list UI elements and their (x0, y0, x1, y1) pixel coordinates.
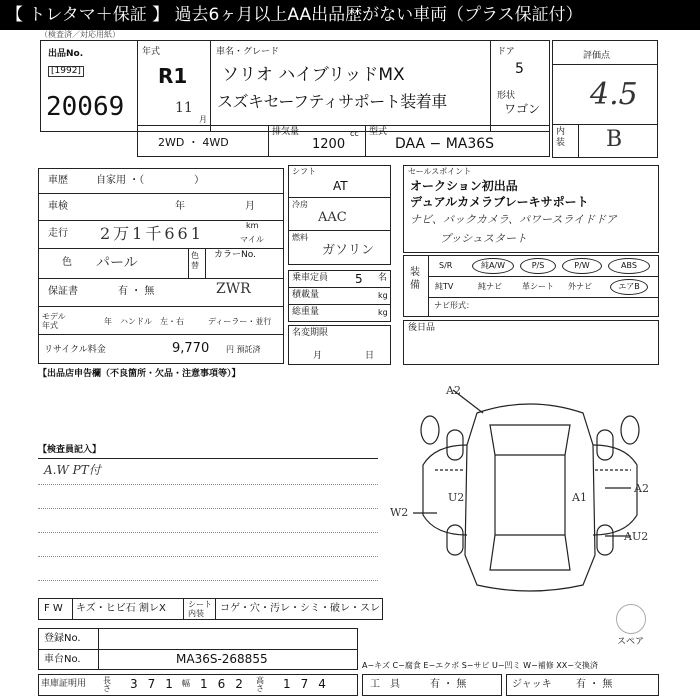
type-label: 型式 (369, 127, 388, 137)
width-value: 162 (200, 677, 253, 691)
jack-label: ジャッキ (512, 679, 552, 690)
capacity-value: 5 (355, 272, 363, 286)
model-year-handle: ハンドル 左・右 (120, 317, 184, 326)
chassis-value: MA36S-268855 (176, 652, 268, 666)
mileage-value: 2万1千661 (100, 224, 204, 243)
history-label: 車歴 (48, 175, 68, 186)
load-unit: kg (378, 291, 388, 300)
equip-leather-seat: 革シート (522, 282, 554, 291)
lot-stamp: [1992] (48, 66, 84, 77)
drive-type: 2WD ・ 4WD (158, 136, 229, 149)
auction-banner: 【 トレタマ＋保証 】 過去6ヶ月以上AA出品歴がない車両（プラス保証付） (0, 0, 700, 30)
warranty-label: 保証書 (48, 286, 78, 297)
spare-label: スペア (617, 637, 645, 647)
color-value: パール (96, 255, 138, 271)
later-items-label: 後日品 (408, 323, 436, 333)
mileage-unit-mile: マイル (240, 235, 264, 244)
fuel-label: 燃料 (292, 233, 308, 242)
tools-label: 工 具 (370, 679, 400, 690)
sales-point-2: デュアルカメラブレーキサポート (410, 195, 589, 209)
length-value: 371 (130, 677, 183, 691)
inspection-label: 車検 (48, 201, 68, 212)
shift-value: AT (333, 179, 348, 193)
name-change-label: 名変期限 (292, 328, 329, 338)
inspector-note: A.W PT付 (44, 463, 101, 477)
width-label: 幅 (182, 679, 190, 688)
recycle-value: 9,770 (172, 341, 210, 356)
damage-a2-top: A2 (446, 384, 461, 397)
year-month: 11 (175, 100, 193, 116)
gross-unit: kg (378, 308, 388, 317)
chassis-label: 車台No. (44, 654, 81, 665)
score-label: 評価点 (583, 51, 611, 61)
color-code-value: ZWR (216, 281, 251, 297)
capacity-unit: 名 (378, 273, 388, 283)
mileage-label: 走行 (48, 228, 68, 239)
name-change-day: 日 (365, 351, 375, 361)
damage-w2: W2 (390, 506, 409, 519)
mirror-right (621, 416, 639, 444)
fw-label: F W (44, 603, 63, 614)
interior-label: 内装 (556, 127, 566, 148)
displacement-value: 1200 (312, 137, 346, 152)
sales-point-1: オークション初出品 (410, 179, 518, 193)
damage-u2: U2 (448, 491, 465, 504)
displacement-unit: cc (350, 129, 359, 138)
length-label: 長さ (103, 676, 111, 693)
dims-label: 車庫証明用 (41, 679, 87, 689)
name-change-month: 月 (313, 351, 323, 361)
score-value: 4.5 (590, 77, 638, 112)
equipment-label: 装備 (410, 267, 420, 291)
model-label: 車名・グレード (216, 47, 280, 57)
equip-genuine-navi: 純ナビ (478, 282, 502, 291)
car-windshield (490, 425, 570, 455)
damage-au2: AU2 (624, 530, 649, 543)
damage-legend: A−キズ C−腐食 E−エクボ S−サビ U−凹ミ W−補修 XX−交換済 (362, 661, 598, 670)
type-value: DAA − MA36S (395, 136, 495, 152)
wheel-rear-left (447, 525, 463, 555)
inspector-label: 【検査員記入】 (38, 445, 102, 455)
height-label: 高さ (256, 676, 264, 693)
spare-tire-icon (616, 604, 646, 634)
recycle-label: リサイクル料金 (44, 345, 106, 355)
declaration-label: 【出品店申告欄（不良箇所・欠品・注意事項等）】 (38, 369, 241, 379)
shift-label: シフト (292, 167, 316, 176)
equip-airbag: エアB (610, 279, 648, 295)
gross-label: 総重量 (292, 307, 320, 317)
model-year-year: 年 (104, 317, 112, 326)
color-code-label: カラーNo. (214, 250, 256, 260)
seat-label: シート内装 (188, 600, 212, 618)
interior-value: B (606, 127, 623, 152)
inspection-month: 月 (245, 201, 255, 212)
ac-label: 冷房 (292, 200, 308, 209)
model-year-label: モデル年式 (42, 312, 66, 330)
car-damage-diagram (395, 385, 665, 600)
registration-label: 登録No. (44, 633, 81, 644)
equip-power-windows: P/W (562, 258, 602, 274)
inspection-year: 年 (175, 201, 185, 212)
equip-genuine-tv: 純TV (435, 282, 454, 291)
doors-value: 5 (515, 61, 524, 77)
sheet-subtitle: （検査済／対応用紙） (40, 30, 120, 39)
car-rear-window (490, 535, 570, 570)
shape-value: ワゴン (504, 102, 541, 116)
height-value: 174 (283, 677, 336, 691)
warranty-value: 有 ・ 無 (118, 286, 155, 297)
fuel-value: ガソリン (322, 243, 375, 258)
jack-value: 有 ・ 無 (576, 679, 613, 690)
mirror-left (421, 416, 439, 444)
capacity-label: 乗車定員 (292, 273, 329, 283)
recycle-unit: 円 預託済 (226, 345, 261, 354)
equip-external-navi: 外ナビ (568, 282, 592, 291)
history-value: 自家用 ・（ ） (96, 175, 205, 186)
later-items-box (403, 320, 659, 365)
wheel-rear-right (597, 525, 613, 555)
model-year-dealer: ディーラー・並行 (208, 317, 272, 326)
sales-points-label: セールスポイント (408, 167, 472, 176)
color-label: 色 (62, 257, 72, 268)
ac-value: AAC (318, 210, 347, 225)
shape-label: 形状 (497, 91, 516, 101)
equip-alloy-wheels: 純A/W (472, 258, 514, 274)
damage-a1: A1 (572, 491, 587, 504)
stains-items: コゲ・穴・汚レ・シミ・破レ・スレ (220, 603, 380, 614)
year-month-unit: 月 (199, 115, 207, 124)
displacement-label: 排気量 (272, 127, 300, 137)
model-grade: スズキセーフティサポート装着車 (217, 92, 447, 111)
damage-a2-right: A2 (634, 482, 649, 495)
sales-point-4: プッシュスタート (440, 232, 528, 245)
fw-items: キズ・ヒビ石 割レX (76, 603, 166, 614)
lot-label: 出品No. (48, 49, 84, 59)
load-label: 積載量 (292, 290, 320, 300)
model-name: ソリオ ハイブリッドMX (222, 65, 405, 85)
equip-power-steering: P/S (520, 258, 556, 274)
lot-number: 20069 (46, 92, 125, 122)
year-era: R1 (158, 64, 188, 88)
tools-value: 有 ・ 無 (430, 679, 467, 690)
navi-type-label: ナビ形式： (434, 301, 474, 310)
year-label: 年式 (142, 47, 161, 57)
doors-label: ドア (497, 47, 515, 57)
equip-sunroof: S/R (439, 261, 453, 270)
equip-abs: ABS (608, 258, 650, 274)
mileage-unit-km: km (246, 221, 259, 230)
sales-point-3: ナビ、バックカメラ、パワースライドドア (410, 213, 617, 226)
repaint-label: 色替 (191, 251, 199, 270)
